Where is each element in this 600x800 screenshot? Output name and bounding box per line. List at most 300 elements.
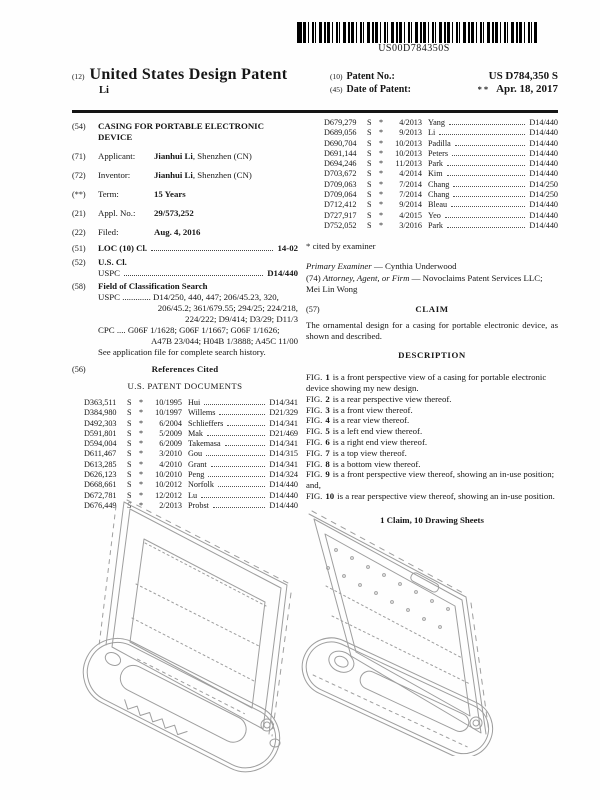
ref-date: 9/2013 bbox=[399, 128, 422, 138]
ref-examiner-cite-mark: * bbox=[139, 449, 144, 459]
ref-inventor-name: Mak bbox=[188, 428, 204, 438]
ref-date: 4/2014 bbox=[399, 169, 422, 179]
us-class-label: U.S. Cl. bbox=[98, 256, 127, 267]
attorney-value: Novoclaims Patent Services LLC; Mei Lin Wong bbox=[306, 273, 543, 295]
fig-number: 2 bbox=[325, 393, 330, 404]
ref-date: 4/2010 bbox=[159, 459, 182, 469]
dot-leader bbox=[204, 404, 265, 405]
reference-row bbox=[324, 139, 558, 149]
ref-kind-code: S bbox=[367, 179, 372, 189]
ref-classification: D14/440 bbox=[529, 220, 558, 230]
invention-title: CASING FOR PORTABLE ELECTRONIC DEVICE bbox=[98, 121, 264, 142]
ref-patent-number: D384,980 bbox=[84, 408, 117, 418]
fig-number: 5 bbox=[325, 426, 330, 437]
fig-prefix: FIG. bbox=[306, 426, 323, 437]
ref-date: 11/2013 bbox=[395, 159, 422, 169]
ref-examiner-cite-mark: * bbox=[139, 408, 144, 418]
dot-leader bbox=[452, 155, 525, 156]
search-history-note: See application file for complete search history. bbox=[98, 347, 266, 357]
ref-kind-code: S bbox=[127, 398, 132, 407]
ref-patent-number: D752,052 bbox=[324, 220, 357, 230]
dot-leader bbox=[207, 435, 265, 436]
inventor-name: Jianhui Li bbox=[154, 170, 193, 180]
ref-inventor-name: Probst bbox=[188, 500, 209, 510]
ref-kind-code: S bbox=[367, 148, 372, 158]
ref-kind-code: S bbox=[127, 470, 132, 480]
fig-number: 6 bbox=[325, 437, 330, 448]
loc-class-label: LOC (10) Cl. bbox=[98, 243, 148, 253]
figure-front-perspective bbox=[66, 496, 301, 796]
header-rule bbox=[72, 110, 558, 113]
us-patent-rows-left bbox=[72, 398, 298, 511]
reference-row bbox=[324, 200, 558, 210]
ref-date: 12/2012 bbox=[155, 490, 182, 500]
ref-kind-code: S bbox=[127, 490, 132, 500]
inid-term: (**) bbox=[72, 190, 86, 199]
dot-leader bbox=[445, 217, 526, 218]
ref-inventor-name: Yeo bbox=[428, 210, 441, 220]
dot-leader bbox=[447, 165, 525, 166]
barcode-number: US00D784350S bbox=[378, 43, 450, 54]
ref-date: 4/2015 bbox=[399, 210, 422, 220]
ref-inventor-name: Bleau bbox=[428, 200, 448, 210]
inid-45: (45) bbox=[330, 85, 343, 94]
ref-kind-code: S bbox=[367, 190, 372, 200]
figure-rear-perspective bbox=[292, 506, 507, 756]
reference-row bbox=[84, 439, 298, 449]
figure-description-line bbox=[306, 459, 558, 470]
ref-classification: D14/440 bbox=[529, 128, 558, 138]
fig-text: is a front perspective view of a casing for portable electronic device showing my new design. bbox=[306, 372, 547, 394]
ref-examiner-cite-mark: * bbox=[139, 500, 144, 510]
ref-inventor-name: Willems bbox=[188, 408, 216, 418]
ref-patent-number: D691,144 bbox=[324, 148, 357, 158]
ref-inventor-name: Norfolk bbox=[188, 480, 214, 490]
ref-kind-code: S bbox=[367, 220, 372, 230]
ref-kind-code: S bbox=[367, 200, 372, 210]
references-heading: References Cited bbox=[151, 364, 219, 374]
dot-leader bbox=[453, 196, 525, 197]
ref-kind-code: S bbox=[127, 408, 132, 418]
figure-description-line bbox=[306, 372, 558, 394]
ref-patent-number: D672,781 bbox=[84, 490, 117, 500]
inid-10: (10) bbox=[330, 72, 343, 81]
uspc-search-line3: 224/222; D9/414; D3/29; D11/3 bbox=[185, 314, 298, 324]
fig-text: is a rear view thereof. bbox=[332, 415, 410, 426]
classification-search-label: Field of Classification Search bbox=[98, 281, 208, 291]
ref-date: 10/1997 bbox=[155, 408, 182, 418]
reference-row bbox=[84, 470, 298, 480]
page-title: United States Design Patent bbox=[89, 66, 288, 83]
em-dash: — bbox=[373, 261, 383, 272]
ref-classification: D14/440 bbox=[529, 159, 558, 169]
ref-examiner-cite-mark: * bbox=[139, 470, 144, 480]
term-value: 15 Years bbox=[154, 189, 186, 199]
figure-description-line bbox=[306, 469, 558, 491]
fig-number: 1 bbox=[325, 372, 330, 383]
ref-classification: D14/324 bbox=[269, 470, 298, 480]
uspc-search-line2: 206/45.2; 361/679.55; 294/25; 224/218, bbox=[157, 303, 298, 313]
reference-row bbox=[324, 221, 558, 231]
fig-prefix: FIG. bbox=[306, 404, 323, 415]
dot-leader bbox=[124, 275, 263, 276]
ref-classification: D14/440 bbox=[269, 490, 298, 500]
primary-examiner-label: Primary Examiner bbox=[306, 261, 372, 272]
dot-leader bbox=[447, 227, 525, 228]
ref-examiner-cite-mark: * bbox=[139, 398, 144, 407]
ref-date: 7/2014 bbox=[399, 190, 422, 200]
reference-row bbox=[84, 419, 298, 429]
ref-patent-number: D712,412 bbox=[324, 200, 357, 210]
reference-row bbox=[324, 169, 558, 179]
inventor-address: , Shenzhen (CN) bbox=[192, 170, 252, 180]
ref-classification: D14/440 bbox=[269, 480, 298, 490]
ref-examiner-cite-mark: * bbox=[139, 439, 144, 449]
ref-patent-number: D689,056 bbox=[324, 128, 357, 138]
patent-number: US D784,350 S bbox=[488, 70, 558, 82]
uspc-search-line1: USPC ............. D14/250, 440, 447; 206/45.23, 320, bbox=[98, 292, 279, 302]
reference-row bbox=[324, 118, 558, 128]
figure-description-line bbox=[306, 394, 558, 405]
header-right bbox=[330, 66, 558, 96]
ref-inventor-name: Hui bbox=[188, 398, 201, 407]
ref-patent-number: D694,246 bbox=[324, 159, 357, 169]
dot-leader bbox=[206, 455, 265, 456]
ref-classification: D14/315 bbox=[269, 449, 298, 459]
fig-text: is a front perspective view thereof, showing an in-use position; and, bbox=[306, 469, 555, 491]
reference-row bbox=[84, 398, 298, 408]
figure-description-line bbox=[306, 491, 558, 502]
fig-prefix: FIG. bbox=[306, 491, 323, 502]
ref-examiner-cite-mark: * bbox=[379, 138, 384, 148]
header-left bbox=[72, 66, 287, 96]
ref-patent-number: D611,467 bbox=[84, 449, 117, 459]
ref-examiner-cite-mark: * bbox=[379, 220, 384, 230]
fig-number: 9 bbox=[325, 469, 330, 480]
cpc-search-line1: CPC .... G06F 1/1628; G06F 1/1667; G06F 1/1626; bbox=[98, 325, 280, 335]
reference-row bbox=[324, 211, 558, 221]
inid-58: (58) bbox=[72, 282, 86, 291]
figure-description-line bbox=[306, 426, 558, 437]
filed-label: Filed: bbox=[98, 227, 119, 237]
ref-classification: D14/250 bbox=[529, 179, 558, 189]
ref-patent-number: D594,004 bbox=[84, 439, 117, 449]
dot-leader bbox=[451, 206, 525, 207]
fig-prefix: FIG. bbox=[306, 437, 323, 448]
reference-row bbox=[324, 180, 558, 190]
inid-54: (54) bbox=[72, 122, 86, 131]
ref-kind-code: S bbox=[127, 418, 132, 428]
ref-classification: D14/341 bbox=[269, 459, 298, 469]
ref-date: 3/2016 bbox=[399, 220, 422, 230]
ref-kind-code: S bbox=[127, 500, 132, 510]
ref-examiner-cite-mark: * bbox=[379, 210, 384, 220]
ref-inventor-name: Chang bbox=[428, 190, 450, 200]
inventor-label: Inventor: bbox=[98, 170, 131, 180]
fig-prefix: FIG. bbox=[306, 393, 323, 404]
ref-kind-code: S bbox=[367, 138, 372, 148]
ref-classification: D14/250 bbox=[529, 190, 558, 200]
ref-classification: D14/341 bbox=[269, 418, 298, 428]
loc-class-value: 14-02 bbox=[277, 243, 298, 253]
ref-patent-number: D626,123 bbox=[84, 470, 117, 480]
ref-patent-number: D679,279 bbox=[324, 118, 357, 127]
ref-inventor-name: Lu bbox=[188, 490, 198, 500]
double-asterisk-mark: ** bbox=[477, 84, 491, 94]
dot-leader bbox=[218, 486, 265, 487]
inid-22: (22) bbox=[72, 228, 86, 237]
dot-leader bbox=[453, 186, 525, 187]
claim-heading: CLAIM bbox=[415, 304, 449, 315]
field-loc-class bbox=[72, 243, 298, 254]
us-patent-documents-heading: U.S. PATENT DOCUMENTS bbox=[127, 381, 243, 391]
inid-56: (56) bbox=[72, 365, 86, 374]
ref-examiner-cite-mark: * bbox=[139, 490, 144, 500]
ref-patent-number: D703,672 bbox=[324, 169, 357, 179]
em-dash: — bbox=[411, 273, 421, 284]
date-of-patent bbox=[478, 83, 558, 96]
claim-text: The ornamental design for a casing for portable electronic device, as shown and described. bbox=[306, 320, 558, 342]
patent-header bbox=[72, 66, 558, 96]
fig-prefix: FIG. bbox=[306, 458, 323, 469]
field-applicant bbox=[72, 151, 298, 162]
ref-inventor-name: Chang bbox=[428, 179, 450, 189]
ref-inventor-name: Grant bbox=[188, 459, 207, 469]
ref-examiner-cite-mark: * bbox=[139, 480, 144, 490]
primary-examiner-name: Cynthia Underwood bbox=[384, 261, 457, 272]
ref-examiner-cite-mark: * bbox=[379, 190, 384, 200]
figure-descriptions bbox=[306, 372, 558, 502]
inventor-surname: Li bbox=[99, 85, 109, 96]
patent-date: Apr. 18, 2017 bbox=[496, 83, 558, 95]
ref-date: 5/2009 bbox=[159, 428, 182, 438]
applicant-label: Applicant: bbox=[98, 151, 136, 161]
ref-date: 6/2009 bbox=[159, 439, 182, 449]
field-title bbox=[72, 121, 298, 143]
patent-no-label: Patent No.: bbox=[346, 71, 395, 82]
fig-text: is a rear perspective view thereof, showing an in-use position. bbox=[337, 491, 555, 502]
dot-leader bbox=[227, 425, 265, 426]
ref-examiner-cite-mark: * bbox=[379, 169, 384, 179]
inid-57: (57) bbox=[306, 305, 320, 315]
ref-classification: D14/440 bbox=[529, 200, 558, 210]
ref-examiner-cite-mark: * bbox=[379, 148, 384, 158]
ref-kind-code: S bbox=[367, 118, 372, 127]
dot-leader bbox=[208, 476, 265, 477]
fig-prefix: FIG. bbox=[306, 415, 323, 426]
appl-no-label: Appl. No.: bbox=[98, 208, 136, 218]
ref-classification: D14/341 bbox=[269, 439, 298, 449]
inid-21: (21) bbox=[72, 209, 86, 218]
term-label: Term: bbox=[98, 189, 119, 199]
dot-leader bbox=[455, 145, 526, 146]
ref-kind-code: S bbox=[367, 210, 372, 220]
ref-kind-code: S bbox=[367, 169, 372, 179]
barcode-image bbox=[297, 22, 537, 43]
ref-examiner-cite-mark: * bbox=[139, 459, 144, 469]
reference-row bbox=[84, 449, 298, 459]
figure-description-line bbox=[306, 405, 558, 416]
claim-heading-row bbox=[306, 304, 558, 315]
ref-classification: D21/469 bbox=[269, 428, 298, 438]
ref-inventor-name: Li bbox=[428, 128, 436, 138]
references-heading-row bbox=[72, 364, 298, 375]
field-classification-search bbox=[72, 281, 298, 358]
ref-kind-code: S bbox=[127, 428, 132, 438]
ref-classification: D14/440 bbox=[529, 210, 558, 220]
ref-inventor-name: Park bbox=[428, 159, 444, 169]
uspc-value: D14/440 bbox=[267, 267, 298, 278]
ref-patent-number: D709,063 bbox=[324, 179, 357, 189]
ref-date: 10/2010 bbox=[155, 470, 182, 480]
ref-date: 10/2013 bbox=[395, 148, 422, 158]
reference-row bbox=[84, 429, 298, 439]
reference-row bbox=[324, 190, 558, 200]
ref-kind-code: S bbox=[367, 128, 372, 138]
ref-inventor-name: Yang bbox=[428, 118, 445, 127]
fig-number: 8 bbox=[325, 458, 330, 469]
attorney-label: Attorney, Agent, or Firm bbox=[322, 273, 410, 284]
ref-classification: D14/440 bbox=[269, 500, 298, 510]
ref-classification: D14/440 bbox=[529, 169, 558, 179]
fig-text: is a right end view thereof. bbox=[332, 437, 428, 448]
ref-kind-code: S bbox=[127, 439, 132, 449]
fig-number: 4 bbox=[325, 415, 330, 426]
ref-examiner-cite-mark: * bbox=[139, 428, 144, 438]
fig-prefix: FIG. bbox=[306, 447, 323, 458]
ref-patent-number: D363,511 bbox=[84, 398, 117, 407]
dot-leader bbox=[449, 124, 525, 125]
applicant-address: , Shenzhen (CN) bbox=[192, 151, 252, 161]
ref-patent-number: D727,917 bbox=[324, 210, 357, 220]
inid-72: (72) bbox=[72, 171, 86, 180]
field-filed bbox=[72, 227, 298, 238]
ref-examiner-cite-mark: * bbox=[379, 179, 384, 189]
ref-patent-number: D492,303 bbox=[84, 418, 117, 428]
fig-text: is a top view thereof. bbox=[332, 447, 407, 458]
claims-sheets-note: 1 Claim, 10 Drawing Sheets bbox=[380, 514, 484, 525]
us-patent-rows-right bbox=[306, 118, 558, 231]
ref-patent-number: D613,285 bbox=[84, 459, 117, 469]
ref-kind-code: S bbox=[127, 459, 132, 469]
inid-51: (51) bbox=[72, 244, 86, 253]
reference-row bbox=[84, 408, 298, 418]
cpc-search-line2: A47B 23/044; H04B 1/3888; A45C 11/00 bbox=[150, 336, 298, 346]
ref-date: 7/2014 bbox=[399, 179, 422, 189]
reference-row bbox=[324, 159, 558, 169]
ref-patent-number: D690,704 bbox=[324, 138, 357, 148]
field-appl-no bbox=[72, 208, 298, 219]
fig-text: is a front view thereof. bbox=[332, 404, 413, 415]
ref-examiner-cite-mark: * bbox=[139, 418, 144, 428]
dot-leader bbox=[151, 250, 273, 251]
dot-leader bbox=[225, 445, 266, 446]
reference-row bbox=[324, 128, 558, 138]
ref-date: 4/2013 bbox=[399, 118, 422, 127]
fig-text: is a rear perspective view thereof. bbox=[332, 393, 452, 404]
ref-kind-code: S bbox=[367, 159, 372, 169]
ref-kind-code: S bbox=[127, 449, 132, 459]
ref-date: 3/2010 bbox=[159, 449, 182, 459]
right-column bbox=[306, 118, 558, 526]
fig-text: is a bottom view thereof. bbox=[332, 458, 421, 469]
ref-date: 6/2004 bbox=[159, 418, 182, 428]
ref-patent-number: D676,449 bbox=[84, 500, 117, 510]
ref-classification: D21/329 bbox=[269, 408, 298, 418]
fig-text: is a left end view thereof. bbox=[332, 426, 423, 437]
inid-71: (71) bbox=[72, 152, 86, 161]
ref-date: 2/2013 bbox=[159, 500, 182, 510]
ref-date: 10/2012 bbox=[155, 480, 182, 490]
left-column bbox=[72, 121, 298, 511]
fig-prefix: FIG. bbox=[306, 372, 323, 383]
ref-classification: D14/440 bbox=[529, 118, 558, 127]
ref-inventor-name: Takemasa bbox=[188, 439, 221, 449]
ref-kind-code: S bbox=[127, 480, 132, 490]
ref-patent-number: D709,064 bbox=[324, 190, 357, 200]
ref-inventor-name: Peters bbox=[428, 148, 449, 158]
field-term bbox=[72, 189, 298, 200]
filed-value: Aug. 4, 2016 bbox=[154, 227, 201, 237]
primary-examiner-line bbox=[306, 261, 558, 272]
ref-classification: D14/440 bbox=[529, 148, 558, 158]
figure-description-line bbox=[306, 437, 558, 448]
description-heading: DESCRIPTION bbox=[398, 350, 466, 361]
ref-date: 10/2013 bbox=[395, 138, 422, 148]
ref-inventor-name: Park bbox=[428, 220, 444, 230]
ref-examiner-cite-mark: * bbox=[379, 128, 384, 138]
field-us-class bbox=[72, 257, 298, 279]
fig-number: 7 bbox=[325, 447, 330, 458]
ref-inventor-name: Kim bbox=[428, 169, 443, 179]
appl-no-value: 29/573,252 bbox=[154, 208, 194, 218]
dot-leader bbox=[447, 175, 526, 176]
cited-by-examiner-note: * cited by examiner bbox=[306, 241, 376, 252]
figure-description-line bbox=[306, 448, 558, 459]
ref-inventor-name: Peng bbox=[188, 470, 205, 480]
dot-leader bbox=[211, 466, 266, 467]
dot-leader bbox=[219, 414, 265, 415]
inid-12: (12) bbox=[72, 72, 85, 81]
ref-examiner-cite-mark: * bbox=[379, 159, 384, 169]
reference-row bbox=[84, 480, 298, 490]
ref-classification: D14/341 bbox=[269, 398, 298, 407]
inid-52: (52) bbox=[72, 257, 86, 267]
ref-classification: D14/440 bbox=[529, 138, 558, 148]
fig-number: 3 bbox=[325, 404, 330, 415]
reference-row bbox=[324, 149, 558, 159]
ref-patent-number: D668,661 bbox=[84, 480, 117, 490]
fig-number: 10 bbox=[325, 491, 335, 502]
date-of-patent-label: Date of Patent: bbox=[346, 84, 411, 95]
ref-date: 9/2014 bbox=[399, 200, 422, 210]
applicant-name: Jianhui Li bbox=[154, 151, 193, 161]
ref-examiner-cite-mark: * bbox=[379, 200, 384, 210]
inid-74: (74) bbox=[306, 273, 321, 284]
ref-examiner-cite-mark: * bbox=[379, 118, 384, 127]
uspc-label: USPC bbox=[98, 267, 121, 278]
ref-date: 10/1995 bbox=[155, 398, 182, 407]
attorney-line bbox=[306, 273, 558, 295]
ref-inventor-name: Padilla bbox=[428, 138, 451, 148]
reference-row bbox=[84, 460, 298, 470]
ref-patent-number: D591,801 bbox=[84, 428, 117, 438]
fig-prefix: FIG. bbox=[306, 469, 323, 480]
ref-inventor-name: Gou bbox=[188, 449, 203, 459]
field-inventor bbox=[72, 170, 298, 181]
dot-leader bbox=[439, 134, 525, 135]
ref-inventor-name: Schlieffers bbox=[188, 418, 224, 428]
